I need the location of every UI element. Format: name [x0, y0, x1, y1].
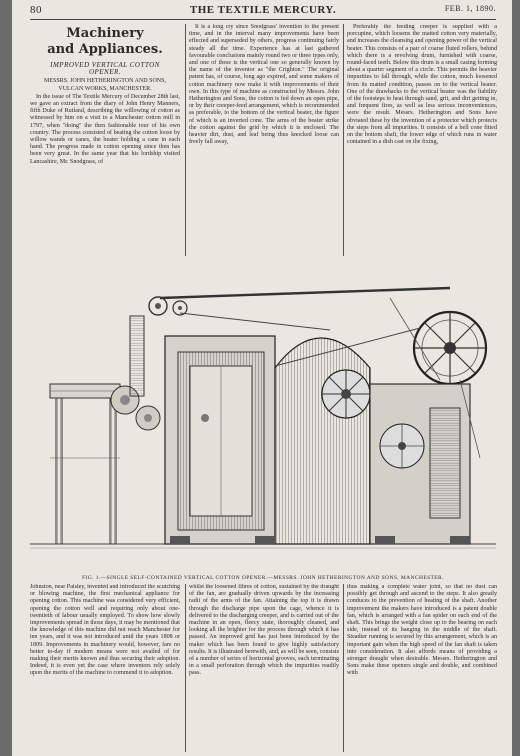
column-1-bottom [30, 584, 180, 752]
header-rule [30, 19, 496, 20]
heading-line-2: and Appliances. [47, 42, 163, 57]
article-heading [30, 26, 180, 58]
heading-line-1: Machinery [66, 26, 144, 41]
column-2-text: It is a long cry since Snodgrass' invention to the present time, and in the interval many improvements have been effected and superseded by others, progress continuing fairly steady all the time. Experience has at last gathered favourable conclusions mainly round two or three types only, and one of these is the vertical one so generally known by the name of the inventor as "the Crighton." The original patent has, of course, long ago expired, and some makers of cotton machinery now make it with improvements of their own. In this type of machine as constructed by Messrs. John Hetherington and Sons, the cotton is fed down an open pipe, or by their creeper-feed arrangement, which is recommended as preferable, to the bottom of the vertical beater, the figure of which is an inverted cone. The arms of the beater strike the cotton against the grid by which it is enclosed. The heavier dirt, dust, and leaf being thus knocked loose can freely fall away, [189, 24, 339, 146]
column-3-top [347, 24, 497, 256]
column-divider [185, 584, 186, 752]
byline-line-1: MESSRS. JOHN HETHERINGTON AND SONS, [44, 78, 166, 85]
issue-date: FEB. 1, 1890. [444, 4, 496, 13]
column-3-bottom-text: thus making a complete water joint, so that no dust can possibly get through and ascend to the steps. It also greatly conduces to the prevention of heating of the shaft. Another improvement the makers have introduced is a patent double fan, which is arranged with a fan spider on each end of the shaft. This brings the weight close up to the bearing on each side, instead of its hanging in the middle of the shaft. Steadier running is secured by this arrangement, which is an important gain when the high speed of the fan shaft is taken into consideration. It also affords means of providing a stronger draught when desirable. Messrs. Hetherington and Sons make these openers single and double, and combined with [347, 584, 497, 677]
column-2-bottom-text: whilst the loosened fibres of cotton, sustained by the draught of the fan, are gradually driven upwards by the increasing radii of the arms of the fan. Attaining the top it is drawn through the discharge pipe upon the cage, whence it is delivered to the discharging creeper, and is carried out of the machine in an open, fleecy state, thoroughly cleaned, and looking all the brighter for the process through which it has passed. An improved grid has just been introduced by the maker which has been found to give highly satisfactory results. It is illustrated herewith, and, as will be seen, consists of a number of series of horizontal grooves, each terminating in a small perforation through which the impurities readily pass. [189, 584, 339, 677]
column-divider [343, 24, 344, 256]
subheading-line-1: IMPROVED VERTICAL COTTON [50, 61, 160, 69]
column-3-bottom [347, 584, 497, 752]
column-divider [343, 584, 344, 752]
column-1-top [30, 24, 180, 256]
column-divider [185, 24, 186, 256]
column-1-text: In the issue of The Textile Mercury of December 28th last, we gave an extract from the diary of John Henry Manners, fifth Duke of Rutland, describing the willowing of cotton as witnessed by him on a visit to a Manchester cotton mill in 1797, when "doing" the then fashionable tour of his own country. The process consisted of beating the cotton loose by willow wands or canes, the beater holding a cane in each hand. The progress made in cotton opening since then has been very great. In the same year that his lordship visited Lancashire, Mr. Snodgrass, of [30, 93, 180, 165]
column-2-top [189, 24, 339, 256]
figure-caption: FIG. 1.—SINGLE SELF-CONTAINED VERTICAL COTTON OPENER.—MESSRS. JOHN HETHERINGTON AND SONS, MANCHESTER. [82, 575, 444, 581]
byline-line-2: VULCAN WORKS, MANCHESTER. [58, 85, 152, 92]
column-3-text: Preferably the feeding creeper is supplied with a porcupine, which loosens the matted cotton very materially, and increases the cleansing and opening power of the vertical beater. This consists of a pair of coarse fluted rollers, behind which there is a revolving drum, furnished with coarse, round-faced teeth. Below this drum is a small casing forming about a quarter segment of a circle. This permits the heavier impurities to fall through, while the cotton, much loosened from its matted condition, passes on to the vertical beater. One of the drawbacks to the vertical beater was the liability of the footsteps to heat through sand, grit, and dirt getting in, and frequent fires, as well as less serious inconveniences, were the result. Messrs. Hetherington and Sons have obviated these by the invention of a protector which protects the steps from all impurities. It consists of a bell cone fitted on the bottom shaft, the lower edge of which runs in water contained in a dish cast on the fixing, [347, 24, 497, 146]
column-1-bottom-text: Johnston, near Paisley, invented and introduced the scutching or blowing machine, the first mechanical appliance for opening cotton. This machine was considered very efficient, opening the cotton well and requiring only about one-twentieth of labour usually employed. To show how slowly improvements spread in those days, it may be mentioned that the knowledge of this machine did not reach Manchester for ten years, and it was not introduced until the years 1808 or 1809. Improvements in machinery would, however, fare no better to-day if modern means were not availed of for making their merits known and thus securing their adoption. Indeed, it is even yet the case where inventors rely solely upon the merits of the machine to commend it to adoption. [30, 584, 180, 677]
page-number: 80 [30, 4, 42, 16]
cotton-opener-illustration [30, 258, 496, 570]
article-subheading [30, 62, 180, 76]
subheading-line-2: OPENER. [88, 68, 122, 77]
column-2-bottom [189, 584, 339, 752]
newspaper-page [12, 0, 512, 756]
journal-title: THE TEXTILE MERCURY. [189, 4, 337, 16]
page-header [30, 4, 496, 18]
article-byline [30, 78, 180, 92]
